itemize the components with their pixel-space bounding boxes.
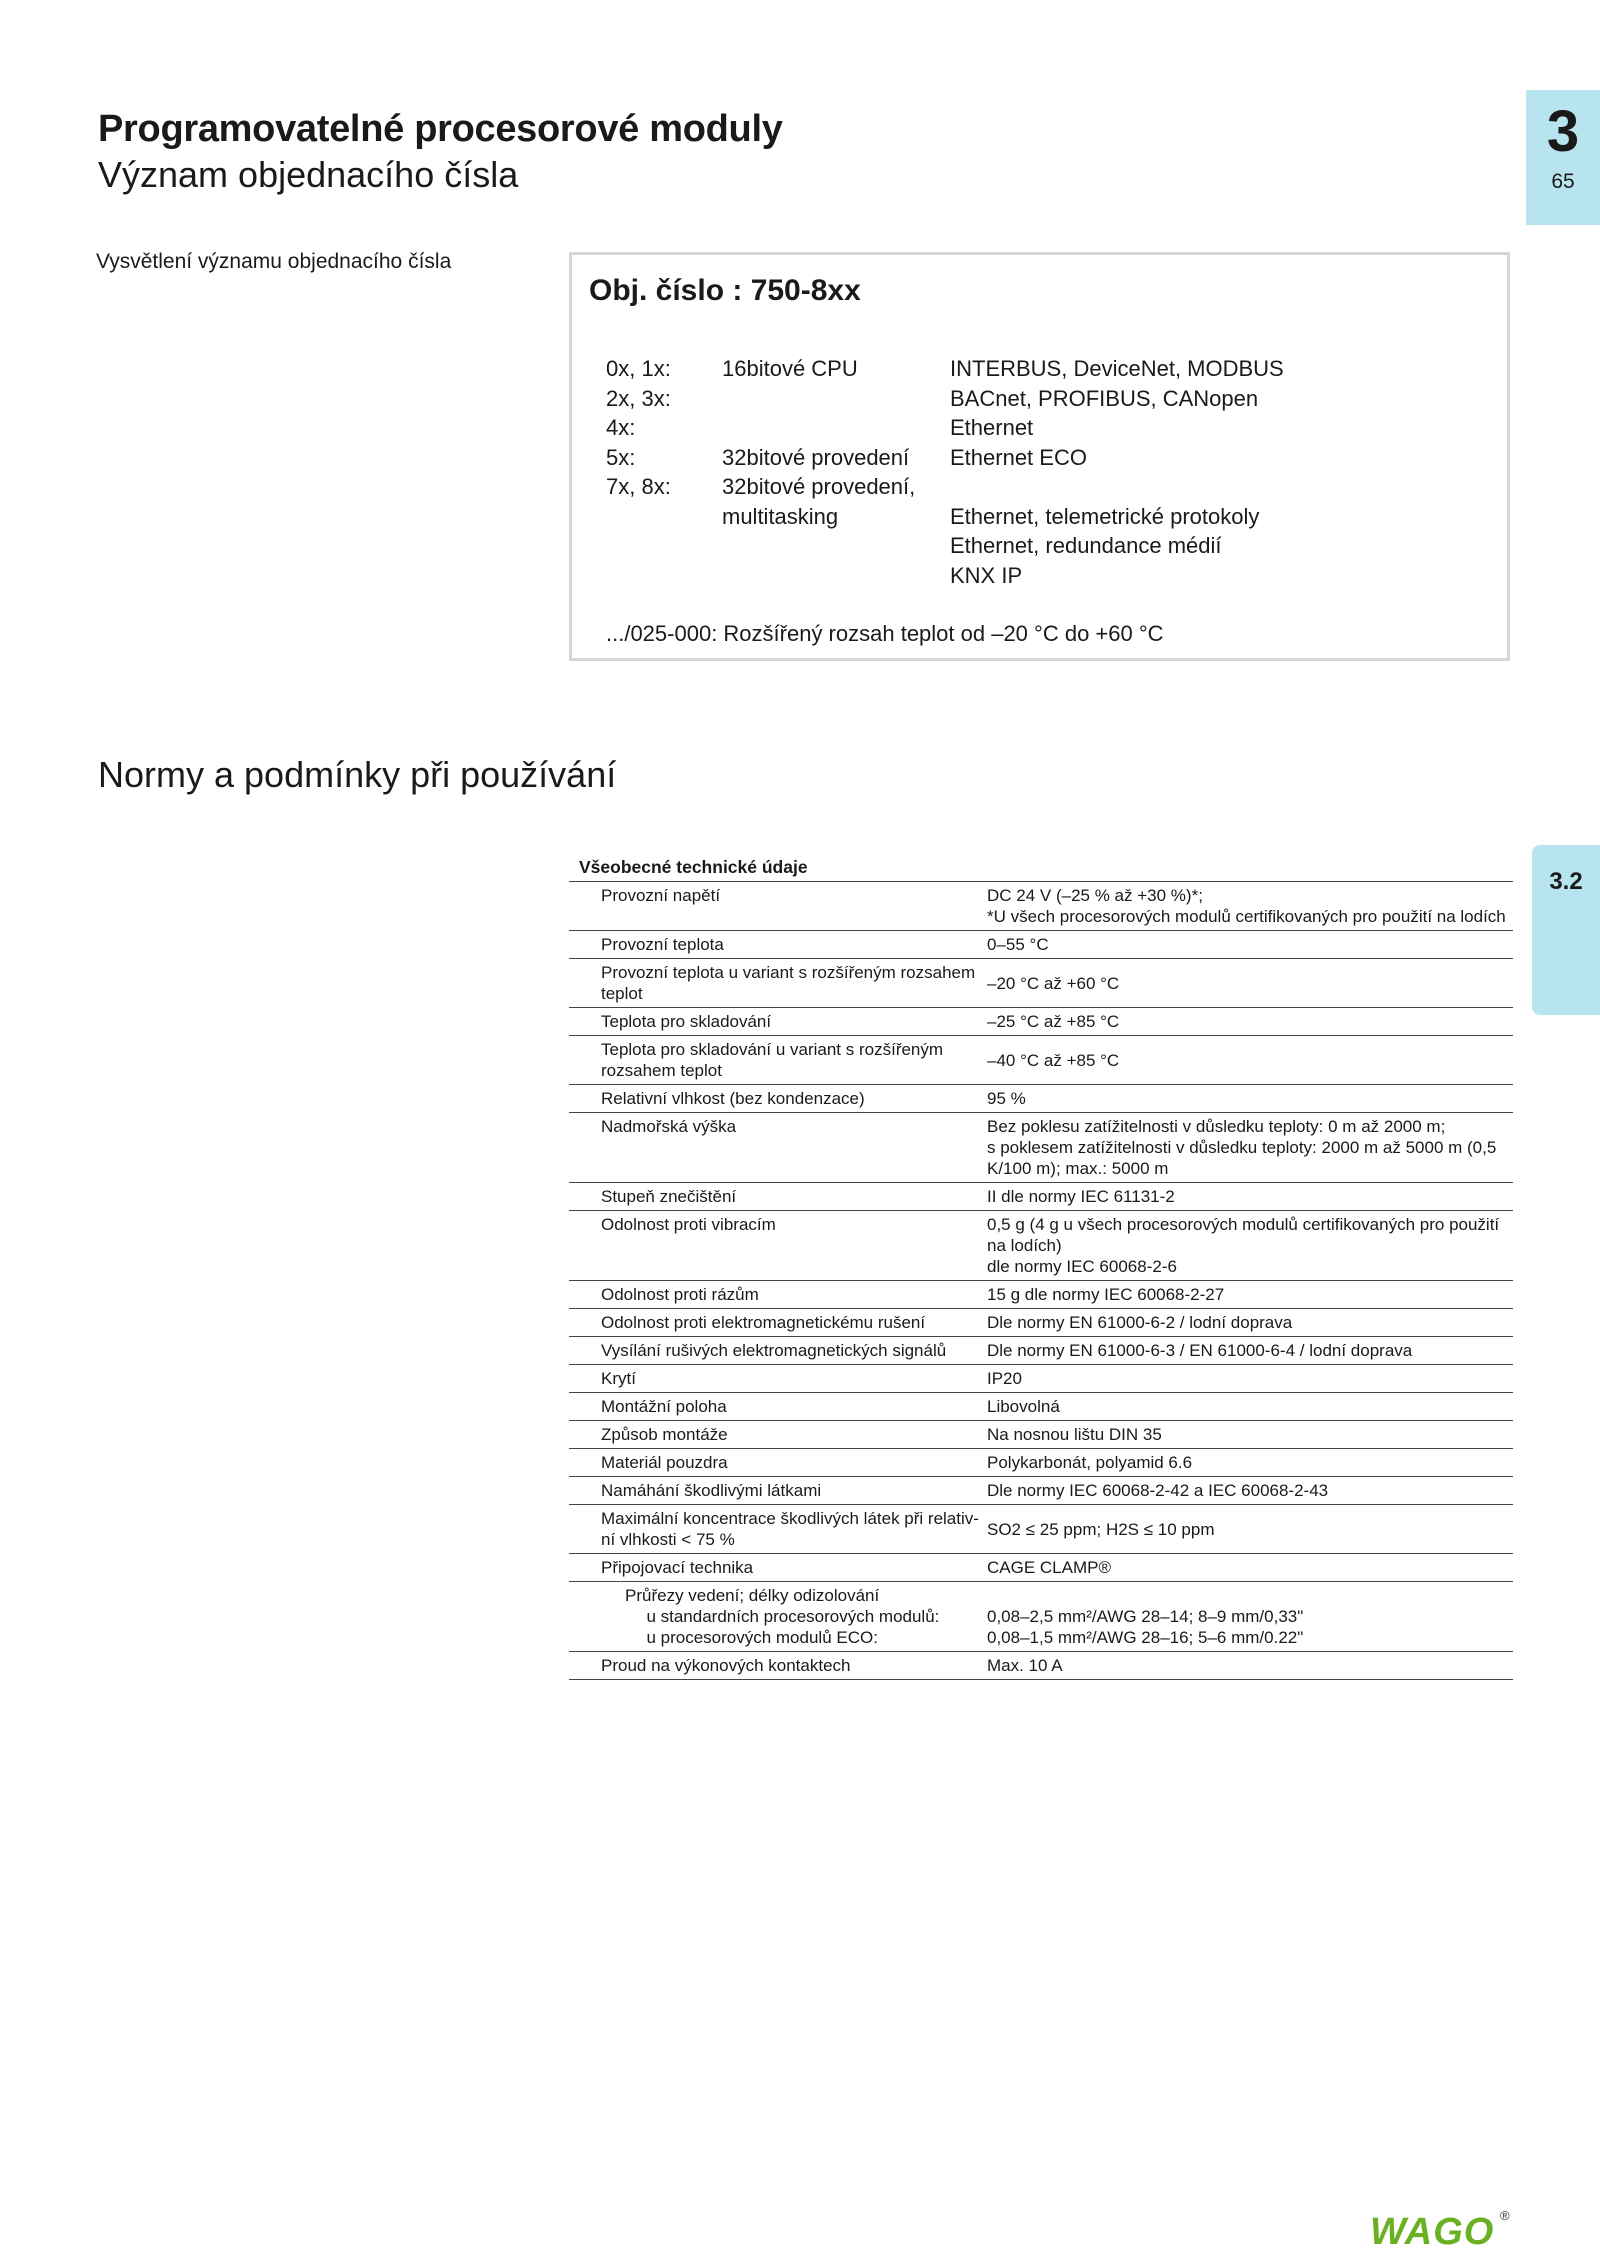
order-code: 4x: <box>606 415 636 440</box>
spec-value: Dle normy EN 61000-6-3 / EN 61000-6-4 / lodní doprava <box>987 1341 1413 1360</box>
spec-label: Odolnost proti elektromagnetickému rušení <box>601 1313 926 1332</box>
order-number-heading: Obj. číslo : 750-8xx <box>589 274 861 307</box>
spec-label: Teplota pro skladování <box>601 1012 772 1031</box>
order-cpu <box>722 561 950 591</box>
spec-value: –25 °C až +85 °C <box>987 1012 1120 1031</box>
wago-logo-mark <box>1368 2206 1518 2248</box>
table-row <box>569 1085 1513 1113</box>
table-row <box>569 931 1513 959</box>
spec-value: –20 °C až +60 °C <box>987 973 1120 993</box>
spec-value: 15 g dle normy IEC 60068-2-27 <box>987 1285 1225 1304</box>
wago-logo <box>1368 2206 1518 2253</box>
spec-label: Provozní napětí <box>601 886 721 905</box>
spec-label: Odolnost proti vibracím <box>601 1215 776 1234</box>
order-code-row <box>606 443 1310 473</box>
spec-table-heading: Všeobecné technické údaje <box>569 857 1513 882</box>
order-cpu: 32bitové provedení <box>722 444 910 470</box>
spec-label: Materiál pouzdra <box>601 1453 728 1472</box>
page-title: Programovatelné procesorové moduly <box>98 108 783 150</box>
spec-value: 0,5 g (4 g u všech procesorových modulů certifikovaných pro použití na lodích) dle normy IEC 60068-2-6 <box>987 1215 1500 1276</box>
order-code-row <box>606 502 1310 532</box>
order-code-row <box>606 472 1310 502</box>
table-row <box>569 1393 1513 1421</box>
table-row <box>569 1365 1513 1393</box>
table-row <box>569 1008 1513 1036</box>
spec-value: IP20 <box>987 1369 1022 1388</box>
spec-value: –40 °C až +85 °C <box>987 1050 1120 1070</box>
spec-label: Vysílání rušivých elektromagnetických signálů <box>601 1341 947 1360</box>
table-row <box>569 1652 1513 1680</box>
order-code <box>606 561 722 591</box>
order-code-row <box>606 354 1310 384</box>
page-subtitle: Význam objednacího čísla <box>98 154 519 195</box>
spec-value: Dle normy EN 61000-6-2 / lodní doprava <box>987 1313 1293 1332</box>
spec-value: SO2 ≤ 25 ppm; H2S ≤ 10 ppm <box>987 1519 1215 1539</box>
spec-value: Bez poklesu zatížitelnosti v důsledku teploty: 0 m až 2000 m; s poklesem zatížitelnosti v důsledku teploty: 2000 m až 5000 m (0,5 K/100 m); max.: 5000 m <box>987 1117 1497 1178</box>
order-cpu: 16bitové CPU <box>722 356 858 381</box>
spec-label: Namáhání škodlivými látkami <box>601 1481 822 1500</box>
order-cpu: 32bitové provedení, <box>722 474 916 499</box>
table-row <box>569 1036 1513 1085</box>
spec-value: 0–55 °C <box>987 935 1049 954</box>
spec-label: Montážní poloha <box>601 1397 727 1416</box>
order-code: 7x, 8x: <box>606 474 671 499</box>
table-row <box>569 1211 1513 1281</box>
spec-label: Způsob montáže <box>601 1425 728 1444</box>
order-code-list <box>606 354 1310 590</box>
spec-label: Průřezy vedení; délky odizolování u standardních procesorových modulů: u procesorových modulů ECO: <box>625 1586 940 1647</box>
spec-table <box>569 857 1513 1680</box>
order-code: 5x: <box>606 444 636 470</box>
table-row <box>569 1554 1513 1582</box>
table-row <box>569 1421 1513 1449</box>
table-row <box>569 1309 1513 1337</box>
spec-value: Libovolná <box>987 1397 1060 1416</box>
spec-label: Odolnost proti rázům <box>601 1285 759 1304</box>
spec-label: Teplota pro skladování u variant s rozšířeným rozsahem teplot <box>601 1040 944 1080</box>
spec-label: Provozní teplota u variant s rozšířeným rozsahem teplot <box>601 963 976 1003</box>
order-code-row <box>606 531 1310 561</box>
section-number: 3.2 <box>1549 868 1583 895</box>
order-cpu <box>722 413 950 443</box>
spec-label: Provozní teplota <box>601 935 724 954</box>
spec-value: Max. 10 A <box>987 1656 1063 1675</box>
spec-label: Připojovací technika <box>601 1558 754 1577</box>
chapter-number: 3 <box>1546 99 1580 164</box>
order-protocol: Ethernet, telemetrické protokoly <box>950 503 1260 529</box>
spec-value: Polykarbonát, polyamid 6.6 <box>987 1453 1193 1472</box>
order-code-row <box>606 384 1310 414</box>
table-row <box>569 1477 1513 1505</box>
order-code-row <box>606 413 1310 443</box>
table-row <box>569 1183 1513 1211</box>
order-protocol <box>950 472 1310 502</box>
order-protocol: Ethernet <box>950 415 1034 440</box>
spec-value: 95 % <box>987 1089 1026 1108</box>
order-protocol: Ethernet, redundance médií <box>950 533 1222 558</box>
spec-label: Nadmořská výška <box>601 1117 737 1136</box>
order-protocol: Ethernet ECO <box>950 444 1087 470</box>
spec-value: Na nosnou lištu DIN 35 <box>987 1425 1162 1444</box>
table-row <box>569 1505 1513 1554</box>
order-code-row <box>606 561 1310 591</box>
order-cpu: multitasking <box>722 503 839 529</box>
spec-value: II dle normy IEC 61131-2 <box>987 1187 1175 1206</box>
order-explanation-label: Vysvětlení významu objednacího čísla <box>96 250 452 273</box>
order-cpu <box>722 531 950 561</box>
spec-value: DC 24 V (–25 % až +30 %)*; *U všech procesorových modulů certifikovaných pro použití na lodích <box>987 886 1506 926</box>
order-protocol: BACnet, PROFIBUS, CANopen <box>950 385 1259 411</box>
spec-value: CAGE CLAMP® <box>987 1558 1111 1577</box>
table-row <box>569 1449 1513 1477</box>
order-code <box>606 531 722 561</box>
order-protocol: INTERBUS, DeviceNet, MODBUS <box>950 356 1284 381</box>
table-row <box>569 882 1513 931</box>
table-row <box>569 1337 1513 1365</box>
table-row <box>569 1113 1513 1183</box>
spec-label: Maximální koncentrace škodlivých látek při relativ-ní vlhkosti < 75 % <box>601 1509 979 1549</box>
order-cpu <box>722 384 950 414</box>
table-row <box>569 1281 1513 1309</box>
order-code: 2x, 3x: <box>606 385 671 411</box>
norms-section-title: Normy a podmínky při používání <box>98 754 617 795</box>
table-row <box>569 959 1513 1008</box>
table-row <box>569 1582 1513 1652</box>
spec-label: Stupeň znečištění <box>601 1187 737 1206</box>
order-code <box>606 502 722 532</box>
order-extended-note: .../025-000: Rozšířený rozsah teplot od –20 °C do +60 °C <box>606 621 1164 646</box>
spec-value: Dle normy IEC 60068-2-42 a IEC 60068-2-43 <box>987 1481 1329 1500</box>
svg-text:®: ® <box>1500 2208 1510 2223</box>
order-code: 0x, 1x: <box>606 356 671 381</box>
svg-text:WAGO: WAGO <box>1370 2211 1495 2248</box>
spec-value: 0,08–2,5 mm²/AWG 28–14; 8–9 mm/0,33" 0,08–1,5 mm²/AWG 28–16; 5–6 mm/0.22" <box>987 1607 1304 1647</box>
spec-label: Relativní vlhkost (bez kondenzace) <box>601 1089 865 1108</box>
page-number: 65 <box>1551 170 1575 193</box>
order-protocol: KNX IP <box>950 562 1023 588</box>
spec-label: Proud na výkonových kontaktech <box>601 1656 851 1675</box>
spec-label: Krytí <box>601 1369 636 1388</box>
